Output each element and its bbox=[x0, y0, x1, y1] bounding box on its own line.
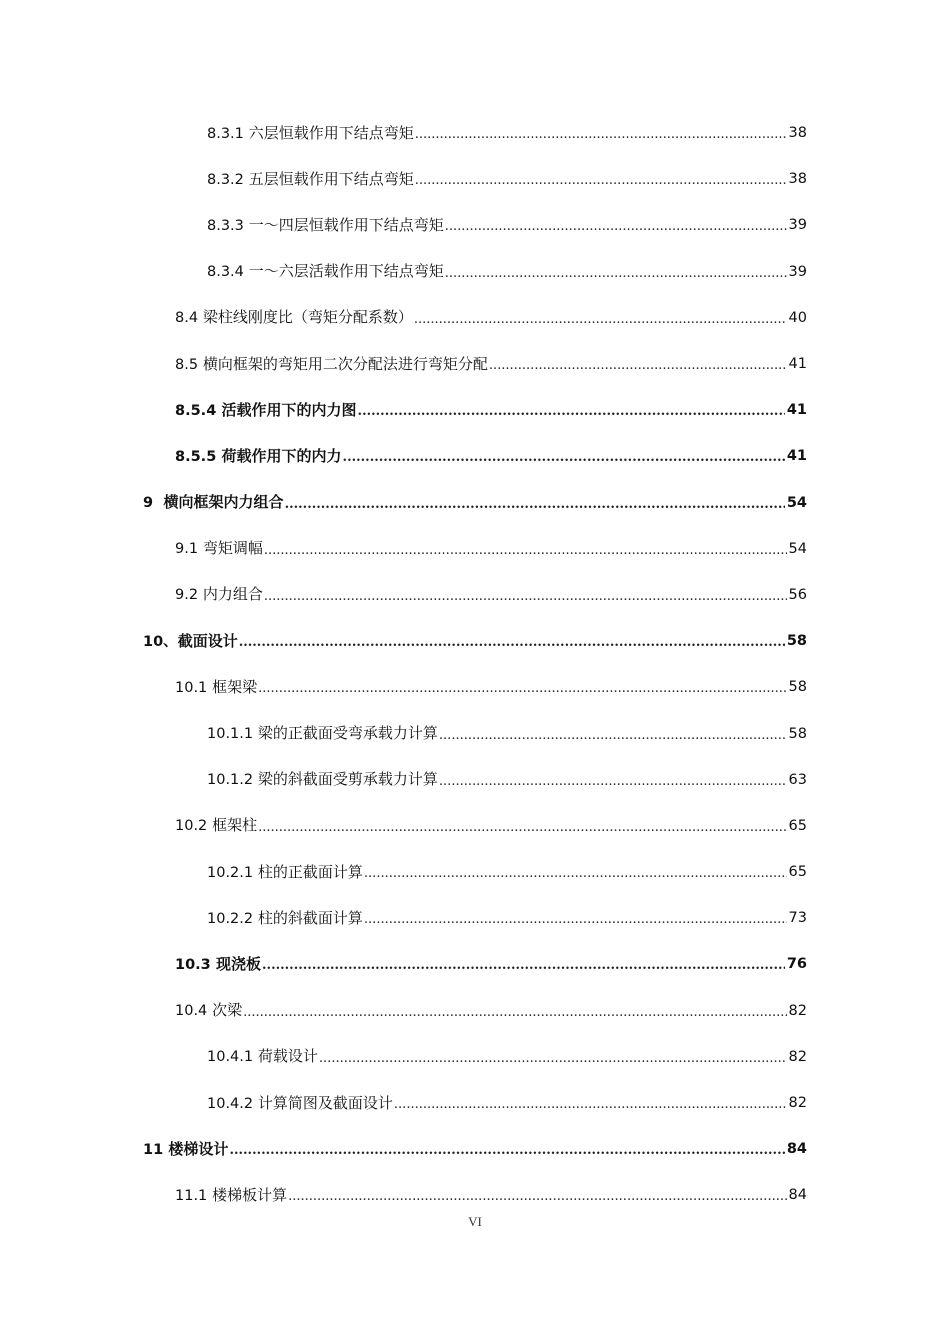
toc-entry-8-5-4[interactable] bbox=[0, 387, 950, 433]
toc-entry-title: 10.4.2 计算简图及截面设计 bbox=[207, 1093, 393, 1112]
dot-leader bbox=[415, 123, 787, 143]
toc-entry-page: 82 bbox=[788, 1095, 807, 1112]
dot-leader bbox=[258, 677, 786, 697]
toc-entry-title: 9.1 弯矩调幅 bbox=[175, 539, 263, 558]
toc-entry-page: 41 bbox=[788, 356, 807, 373]
toc-entry-8-3-2[interactable] bbox=[0, 156, 950, 202]
dot-leader bbox=[319, 1047, 787, 1067]
toc-entry-10-3[interactable] bbox=[0, 941, 950, 987]
toc-entry-title: 10.2.1 柱的正截面计算 bbox=[207, 862, 363, 881]
toc-entry-page: 58 bbox=[788, 679, 807, 696]
toc-entry-title: 8.4 梁柱线刚度比（弯矩分配系数） bbox=[175, 308, 413, 327]
toc-entry-title: 10.1.1 梁的正截面受弯承载力计算 bbox=[207, 724, 438, 743]
toc-entry-page: 82 bbox=[788, 1048, 807, 1065]
dot-leader bbox=[415, 169, 787, 189]
toc-entry-8-5-5[interactable] bbox=[0, 433, 950, 479]
dot-leader bbox=[445, 215, 787, 235]
toc-entry-title: 10.3 现浇板 bbox=[175, 954, 262, 973]
toc-entry-title: 10.2 框架柱 bbox=[175, 816, 258, 835]
dot-leader bbox=[364, 862, 787, 882]
toc-entry-page: 65 bbox=[788, 817, 807, 834]
toc-entry-page: 56 bbox=[788, 586, 807, 603]
dot-leader bbox=[445, 262, 787, 282]
toc-entry-10-4-2[interactable] bbox=[0, 1080, 950, 1126]
toc-entry-page: 54 bbox=[786, 494, 807, 511]
toc-entry-page: 41 bbox=[786, 402, 807, 419]
toc-entry-page: 65 bbox=[788, 864, 807, 881]
toc-entry-page: 82 bbox=[788, 1002, 807, 1019]
toc-entry-title: 8.3.2 五层恒载作用下结点弯矩 bbox=[207, 169, 414, 188]
toc-entry-title: 8.3.4 一～六层活载作用下结点弯矩 bbox=[207, 262, 444, 281]
toc-entry-10-2[interactable] bbox=[0, 803, 950, 849]
toc-entry-8-3-4[interactable] bbox=[0, 249, 950, 295]
dot-leader bbox=[358, 400, 785, 420]
toc-entry-10-1-1[interactable] bbox=[0, 710, 950, 756]
toc-entry-title: 8.3.3 一～四层恒载作用下结点弯矩 bbox=[207, 215, 444, 234]
toc-entry-10[interactable] bbox=[0, 618, 950, 664]
dot-leader bbox=[439, 770, 787, 790]
toc-entry-title: 11.1 楼梯板计算 bbox=[175, 1185, 288, 1204]
dot-leader bbox=[343, 446, 785, 466]
dot-leader bbox=[414, 308, 787, 328]
toc-entry-10-1[interactable] bbox=[0, 664, 950, 710]
toc-entry-page: 76 bbox=[786, 956, 807, 973]
dot-leader bbox=[229, 1139, 784, 1159]
toc-entry-8-3-1[interactable] bbox=[0, 110, 950, 156]
toc-entry-page: 39 bbox=[788, 263, 807, 280]
toc-entry-title: 11 楼梯设计 bbox=[143, 1139, 229, 1158]
toc-entry-title: 10.1 框架梁 bbox=[175, 677, 258, 696]
toc-entry-page: 63 bbox=[788, 771, 807, 788]
dot-leader bbox=[489, 354, 787, 374]
toc-entry-10-1-2[interactable] bbox=[0, 757, 950, 803]
toc-entry-title: 8.5.5 荷载作用下的内力 bbox=[175, 446, 342, 465]
toc-entry-title: 10.4 次梁 bbox=[175, 1001, 243, 1020]
toc-entry-9-2[interactable] bbox=[0, 572, 950, 618]
toc-entry-9-1[interactable] bbox=[0, 526, 950, 572]
dot-leader bbox=[262, 954, 785, 974]
dot-leader bbox=[258, 816, 786, 836]
toc-entry-page: 58 bbox=[788, 725, 807, 742]
toc-entry-10-2-2[interactable] bbox=[0, 895, 950, 941]
toc-entry-title: 8.3.1 六层恒载作用下结点弯矩 bbox=[207, 123, 414, 142]
toc-entry-8-5[interactable] bbox=[0, 341, 950, 387]
page-number-footer: VI bbox=[468, 1214, 482, 1229]
toc-entry-title: 10.4.1 荷载设计 bbox=[207, 1047, 318, 1066]
toc-entry-title: 10.1.2 梁的斜截面受剪承载力计算 bbox=[207, 770, 438, 789]
dot-leader bbox=[288, 1185, 786, 1205]
toc-entry-page: 58 bbox=[786, 633, 807, 650]
toc-entry-10-4[interactable] bbox=[0, 988, 950, 1034]
toc-entry-11[interactable] bbox=[0, 1126, 950, 1172]
table-of-contents bbox=[0, 110, 950, 1219]
dot-leader bbox=[394, 1093, 787, 1113]
toc-entry-8-3-3[interactable] bbox=[0, 202, 950, 248]
toc-entry-page: 41 bbox=[786, 448, 807, 465]
toc-entry-title: 10.2.2 柱的斜截面计算 bbox=[207, 908, 363, 927]
dot-leader bbox=[239, 631, 785, 651]
toc-entry-10-4-1[interactable] bbox=[0, 1034, 950, 1080]
toc-entry-page: 38 bbox=[788, 171, 807, 188]
toc-entry-11-1[interactable] bbox=[0, 1172, 950, 1218]
toc-entry-page: 73 bbox=[788, 910, 807, 927]
toc-entry-page: 38 bbox=[788, 125, 807, 142]
dot-leader bbox=[264, 539, 787, 559]
toc-entry-page: 39 bbox=[788, 217, 807, 234]
toc-entry-page: 54 bbox=[788, 540, 807, 557]
toc-entry-page: 84 bbox=[786, 1141, 807, 1158]
dot-leader bbox=[264, 585, 787, 605]
dot-leader bbox=[285, 493, 785, 513]
dot-leader bbox=[243, 1001, 786, 1021]
toc-entry-title: 8.5 横向框架的弯矩用二次分配法进行弯矩分配 bbox=[175, 354, 488, 373]
toc-entry-10-2-1[interactable] bbox=[0, 849, 950, 895]
toc-entry-title: 9.2 内力组合 bbox=[175, 585, 263, 604]
toc-entry-title: 8.5.4 活载作用下的内力图 bbox=[175, 400, 357, 419]
dot-leader bbox=[439, 724, 787, 744]
toc-entry-page: 40 bbox=[788, 309, 807, 326]
toc-entry-page: 84 bbox=[788, 1187, 807, 1204]
dot-leader bbox=[364, 908, 787, 928]
toc-entry-8-4[interactable] bbox=[0, 295, 950, 341]
toc-entry-title: 9 横向框架内力组合 bbox=[143, 493, 284, 512]
toc-entry-9[interactable] bbox=[0, 480, 950, 526]
toc-entry-title: 10、截面设计 bbox=[143, 631, 238, 650]
